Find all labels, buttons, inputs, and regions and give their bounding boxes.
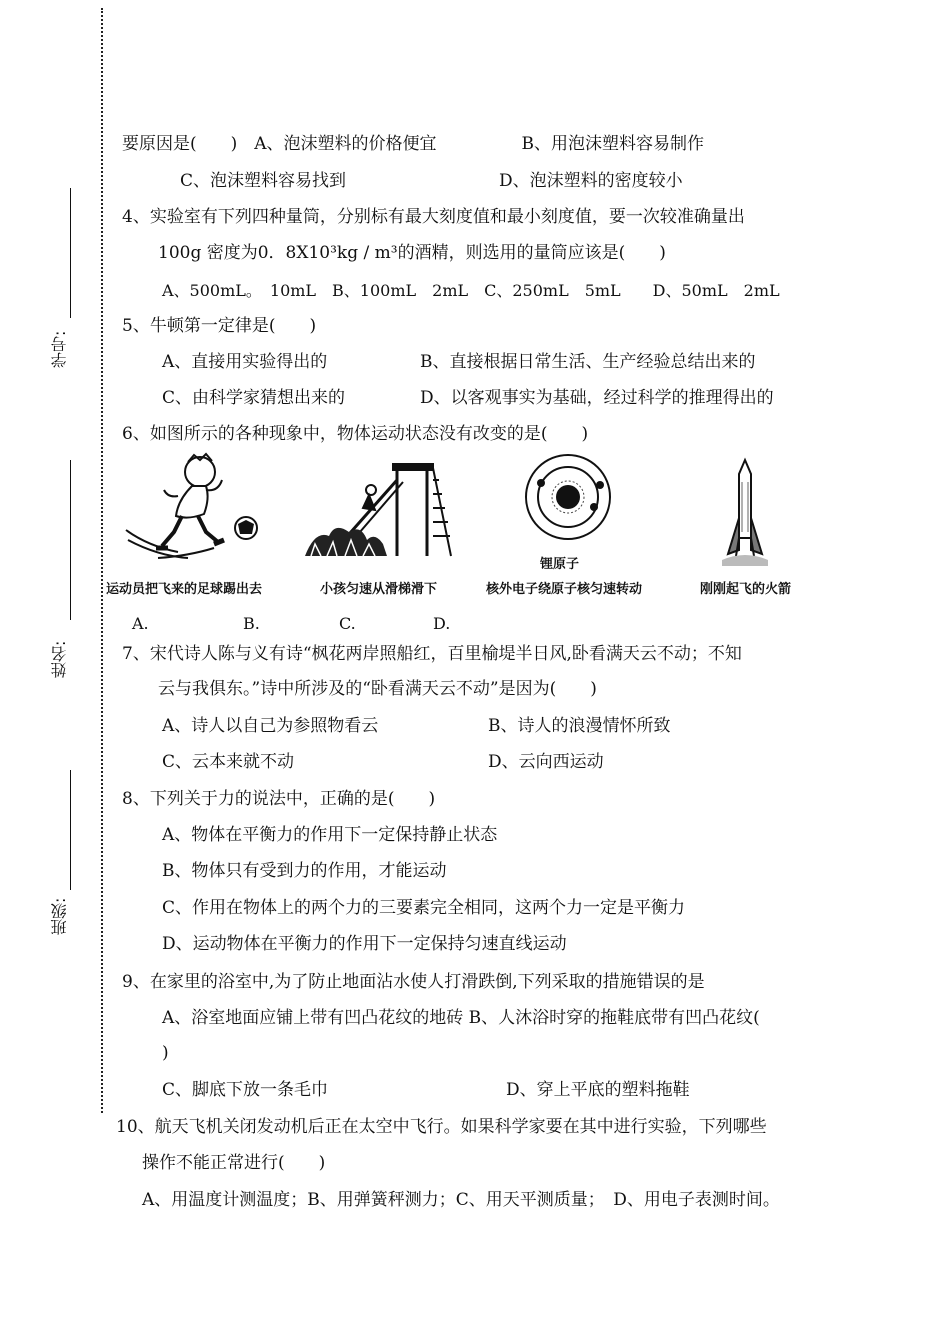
- q4-stem-line2: 100g 密度为0．8X10³kg / m³的酒精，则选用的量筒应该是( ): [158, 243, 666, 263]
- q5-option-d: D、以客观事实为基础，经过科学的推理得出的: [420, 388, 774, 408]
- name-label: 姓名:: [50, 640, 69, 678]
- picture-letter-b: B.: [243, 614, 260, 633]
- name-blank: [70, 460, 71, 620]
- picture-letter-d: D.: [433, 614, 451, 633]
- q8-option-d: D、运动物体在平衡力的作用下一定保持匀速直线运动: [162, 934, 567, 954]
- q7-option-d: D、云向西运动: [488, 752, 604, 772]
- q9-option-c: C、脚底下放一条毛巾: [162, 1080, 329, 1100]
- q10-options: A、用温度计测温度；B、用弹簧秤测力；C、用天平测质量； D、用电子表测时间。: [142, 1190, 780, 1210]
- class-blank: [70, 770, 71, 890]
- q9-stem: 9、在家里的浴室中,为了防止地面沾水使人打滑跌倒,下列采取的措施错误的是: [122, 972, 705, 992]
- caption-d: 刚刚起飞的火箭: [700, 582, 792, 597]
- q8-option-c: C、作用在物体上的两个力的三要素完全相同，这两个力一定是平衡力: [162, 898, 686, 918]
- rocket-launch-illustration: [718, 458, 773, 568]
- lithium-atom-illustration: [520, 455, 615, 547]
- q9-option-ab: A、浴室地面应铺上带有凹凸花纹的地砖 B、人沐浴时穿的拖鞋底带有凹凸花纹(: [162, 1008, 760, 1028]
- soccer-player-kick-illustration: [118, 450, 288, 565]
- q10-stem-line2: 操作不能正常进行( ): [142, 1153, 326, 1173]
- q3-line1: 要原因是( ) A、泡沫塑料的价格便宜 B、用泡沫塑料容易制作: [122, 134, 705, 154]
- q8-option-a: A、物体在平衡力的作用下一定保持静止状态: [162, 825, 498, 845]
- q7-option-c: C、云本来就不动: [162, 752, 295, 772]
- q8-stem: 8、下列关于力的说法中，正确的是( ): [122, 789, 436, 809]
- q5-stem: 5、牛顿第一定律是( ): [122, 316, 317, 336]
- q5-option-c: C、由科学家猜想出来的: [162, 388, 346, 408]
- q10-stem-line1: 10、航天飞机关闭发动机后正在太空中飞行。如果科学家要在其中进行实验，下列哪些: [116, 1117, 767, 1137]
- caption-a: 运动员把飞来的足球踢出去: [106, 582, 263, 597]
- q7-option-a: A、诗人以自己为参照物看云: [162, 716, 379, 736]
- q3-line2: C、泡沫塑料容易找到 D、泡沫塑料的密度较小: [180, 171, 683, 191]
- q6-stem: 6、如图所示的各种现象中，物体运动状态没有改变的是( ): [122, 424, 589, 444]
- student-id-label: 学号:: [50, 330, 69, 368]
- binding-dotted-line: [101, 8, 103, 1113]
- q5-option-a: A、直接用实验得出的: [162, 352, 328, 372]
- student-id-blank: [70, 188, 71, 318]
- q8-option-b: B、物体只有受到力的作用，才能运动: [162, 861, 447, 881]
- q9-option-d: D、穿上平底的塑料拖鞋: [506, 1080, 690, 1100]
- caption-c: 核外电子绕原子核匀速转动: [486, 582, 643, 597]
- child-on-slide-illustration: [305, 460, 455, 560]
- q4-options: A、500mL。 10mL B、100mL 2mL C、250mL 5mL D、50mL 2mL: [162, 281, 780, 300]
- caption-b: 小孩匀速从滑梯滑下: [320, 582, 438, 597]
- class-label: 班级:: [50, 897, 69, 935]
- q5-option-b: B、直接根据日常生活、生产经验总结出来的: [420, 352, 756, 372]
- q7-option-b: B、诗人的浪漫情怀所致: [488, 716, 671, 736]
- q7-stem-line1: 7、宋代诗人陈与义有诗“枫花两岸照船红，百里榆堤半日风,卧看满天云不动；不知: [122, 644, 742, 664]
- q9-paren-close: ): [162, 1043, 169, 1063]
- atom-label: 锂原子: [540, 557, 580, 572]
- q4-stem-line1: 4、实验室有下列四种量筒，分别标有最大刻度值和最小刻度值，要一次较准确量出: [122, 207, 745, 227]
- picture-letter-c: C.: [339, 614, 356, 633]
- picture-letter-a: A.: [132, 614, 149, 633]
- q7-stem-line2: 云与我俱东。”诗中所涉及的“卧看满天云不动”是因为( ): [158, 679, 597, 699]
